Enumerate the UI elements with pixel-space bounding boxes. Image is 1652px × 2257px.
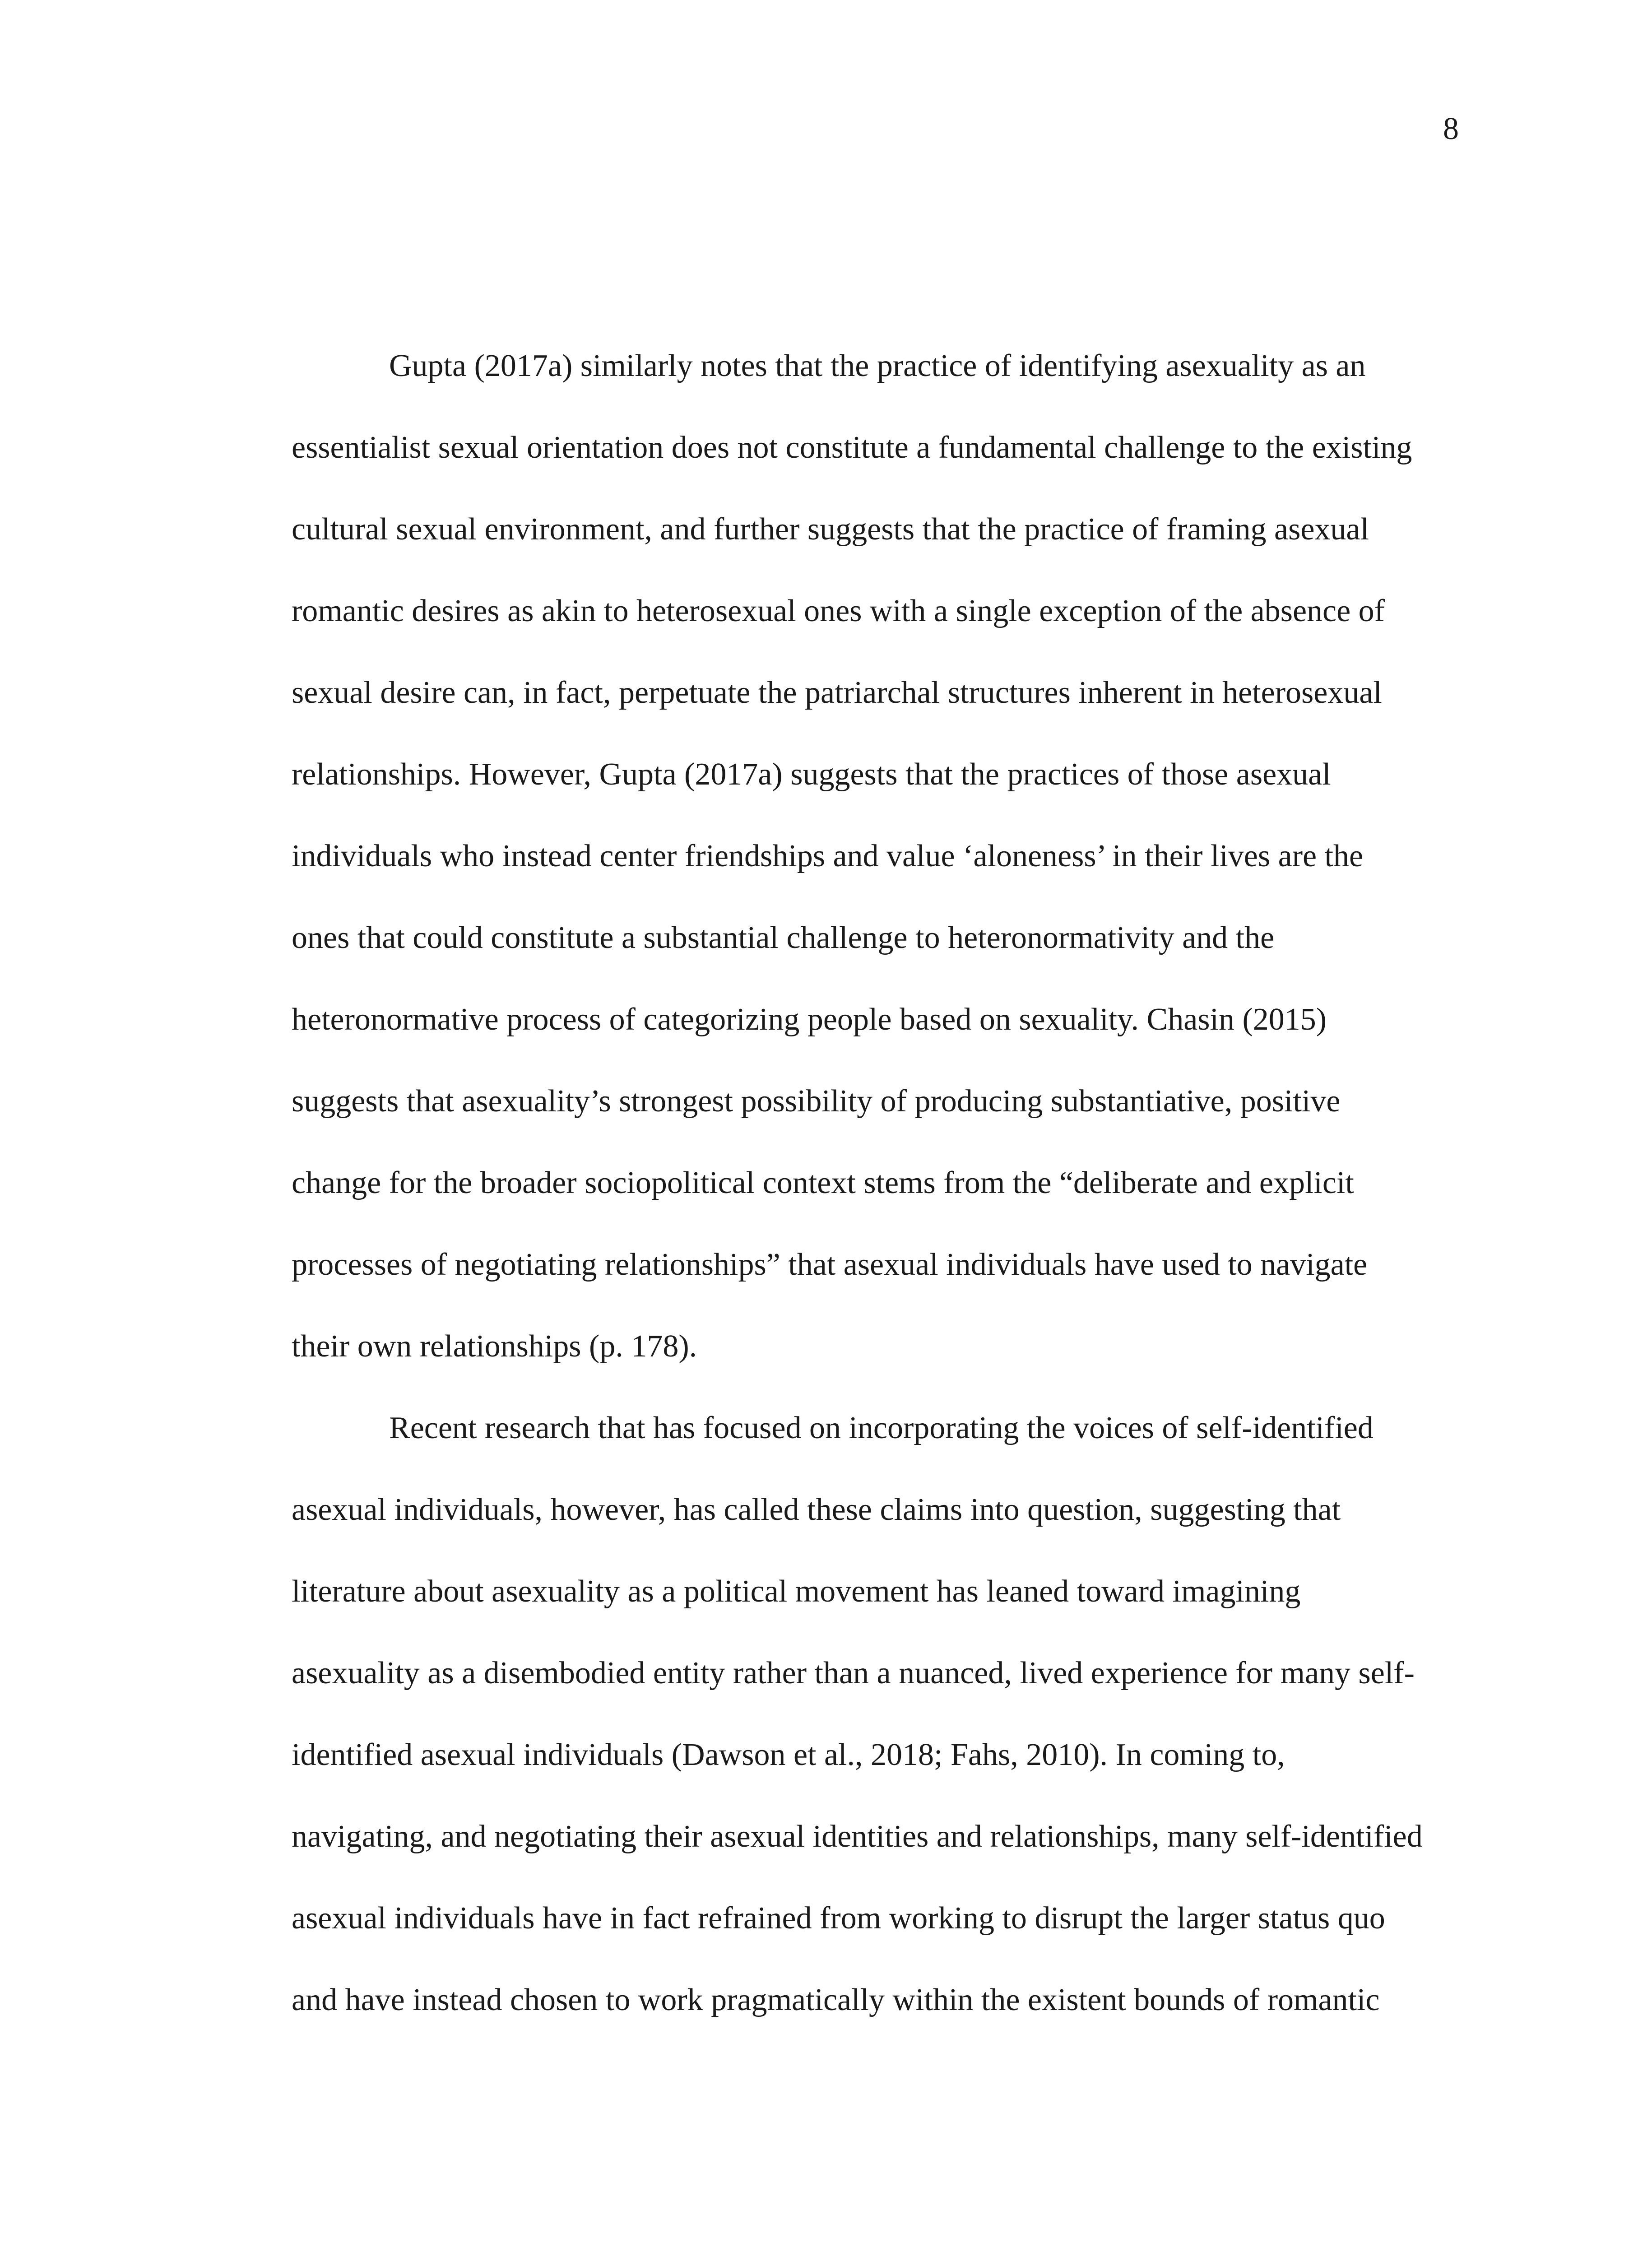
paragraph-1-line-2: essentialist sexual orientation does not constitute a fundamental challenge to the existing <box>292 430 1412 465</box>
paragraph-1-line-11: change for the broader sociopolitical context stems from the “deliberate and explicit <box>292 1166 1354 1200</box>
paragraph-1-line-7: individuals who instead center friendships and value ‘aloneness’ in their lives are the <box>292 839 1364 873</box>
paragraph-2-line-4: asexuality as a disembodied entity rather than a nuanced, lived experience for many self- <box>292 1656 1415 1690</box>
paragraph-1-line-6: relationships. However, Gupta (2017a) suggests that the practices of those asexual <box>292 757 1331 792</box>
paragraph-2-line-7: asexual individuals have in fact refrained from working to disrupt the larger status quo <box>292 1901 1385 1936</box>
paragraph-1-line-12: processes of negotiating relationships” that asexual individuals have used to navigate <box>292 1247 1368 1282</box>
paragraph-1-line-8: ones that could constitute a substantial challenge to heteronormativity and the <box>292 920 1275 955</box>
paragraph-1-line-10: suggests that asexuality’s strongest possibility of producing substantiative, positive <box>292 1084 1341 1119</box>
body-text <box>292 325 1465 2041</box>
paragraph-1-line-4: romantic desires as akin to heterosexual ones with a single exception of the absence of <box>292 594 1385 628</box>
paragraph-1-line-13: their own relationships (p. 178). <box>292 1329 697 1364</box>
paragraph-1-line-3: cultural sexual environment, and further suggests that the practice of framing asexual <box>292 512 1369 547</box>
paragraph-1-line-9: heteronormative process of categorizing people based on sexuality. Chasin (2015) <box>292 1002 1327 1037</box>
page-number: 8 <box>1443 111 1459 146</box>
paragraph-1-line-1: Gupta (2017a) similarly notes that the practice of identifying asexuality as an <box>389 348 1366 383</box>
paragraph-2-line-5: identified asexual individuals (Dawson et al., 2018; Fahs, 2010). In coming to, <box>292 1737 1285 1772</box>
paragraph-2-line-6: navigating, and negotiating their asexual identities and relationships, many self-identified <box>292 1819 1423 1854</box>
paragraph-2-line-3: literature about asexuality as a political movement has leaned toward imagining <box>292 1574 1301 1609</box>
paragraph-2-line-8: and have instead chosen to work pragmatically within the existent bounds of romantic <box>292 1983 1380 2017</box>
paragraph-1-line-5: sexual desire can, in fact, perpetuate the patriarchal structures inherent in heterosexual <box>292 675 1382 710</box>
paragraph-2-line-2: asexual individuals, however, has called these claims into question, suggesting that <box>292 1492 1341 1527</box>
paragraph-2-line-1: Recent research that has focused on incorporating the voices of self-identified <box>389 1411 1374 1445</box>
